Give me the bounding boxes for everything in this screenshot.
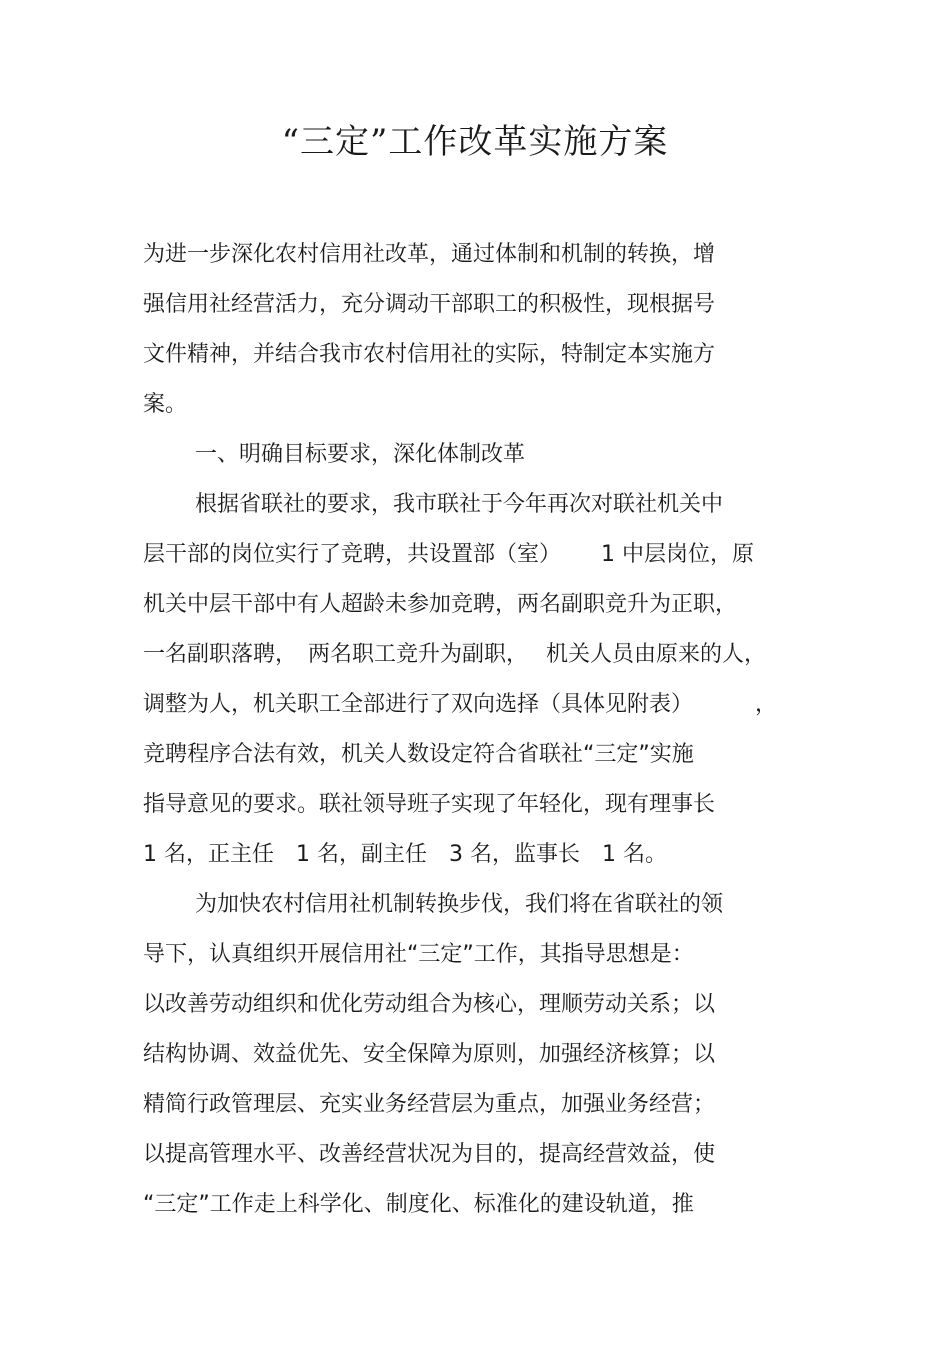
paragraph-line: 竞聘程序合法有效，机关人数设定符合省联社“三定”实施	[143, 742, 694, 767]
paragraph-line: 调整为人，机关职工全部进行了双向选择（具体见附表） ，	[143, 692, 777, 717]
paragraph-line: “三定”工作走上科学化、制度化、标准化的建设轨道，推	[143, 1192, 694, 1217]
paragraph-line: 精简行政管理层、充实业务经营层为重点，加强业务经营；	[143, 1092, 716, 1117]
paragraph-line: 以提高管理水平、改善经营状况为目的，提高经营效益，使	[143, 1142, 716, 1167]
document-title: “三定”工作改革实施方案	[281, 122, 669, 162]
paragraph-line: 案。	[143, 392, 188, 417]
paragraph-line: 结构协调、效益优先、安全保障为原则，加强经济核算；以	[143, 1042, 716, 1067]
paragraph-line: 为进一步深化农村信用社改革，通过体制和机制的转换，增	[143, 242, 716, 267]
paragraph-line: 以改善劳动组织和优化劳动组合为核心，理顺劳动关系；以	[143, 992, 716, 1017]
paragraph-line: 导下，认真组织开展信用社“三定”工作，其指导思想是：	[143, 942, 694, 967]
paragraph-line: 根据省联社的要求，我市联社于今年再次对联社机关中	[195, 492, 724, 517]
paragraph-line: 机关中层干部中有人超龄未参加竞聘，两名副职竞升为正职，	[143, 592, 738, 617]
paragraph-line: 文件精神，并结合我市农村信用社的实际，特制定本实施方	[143, 342, 716, 367]
paragraph-line: 为加快农村信用社机制转换步伐，我们将在省联社的领	[195, 892, 724, 917]
paragraph-line: 强信用社经营活力，充分调动干部职工的积极性，现根据号	[143, 292, 716, 317]
paragraph-line: 层干部的岗位实行了竞聘，共设置部（室） 1 中层岗位，原	[143, 542, 754, 567]
paragraph-line: 指导意见的要求。联社领导班子实现了年轻化，现有理事长	[143, 792, 716, 817]
section-heading: 一、明确目标要求，深化体制改革	[195, 442, 526, 467]
paragraph-line: 1 名，正主任 1 名，副主任 3 名，监事长 1 名。	[143, 842, 667, 867]
paragraph-line: 一名副职落聘， 两名职工竞升为副职， 机关人员由原来的人，	[143, 642, 766, 667]
